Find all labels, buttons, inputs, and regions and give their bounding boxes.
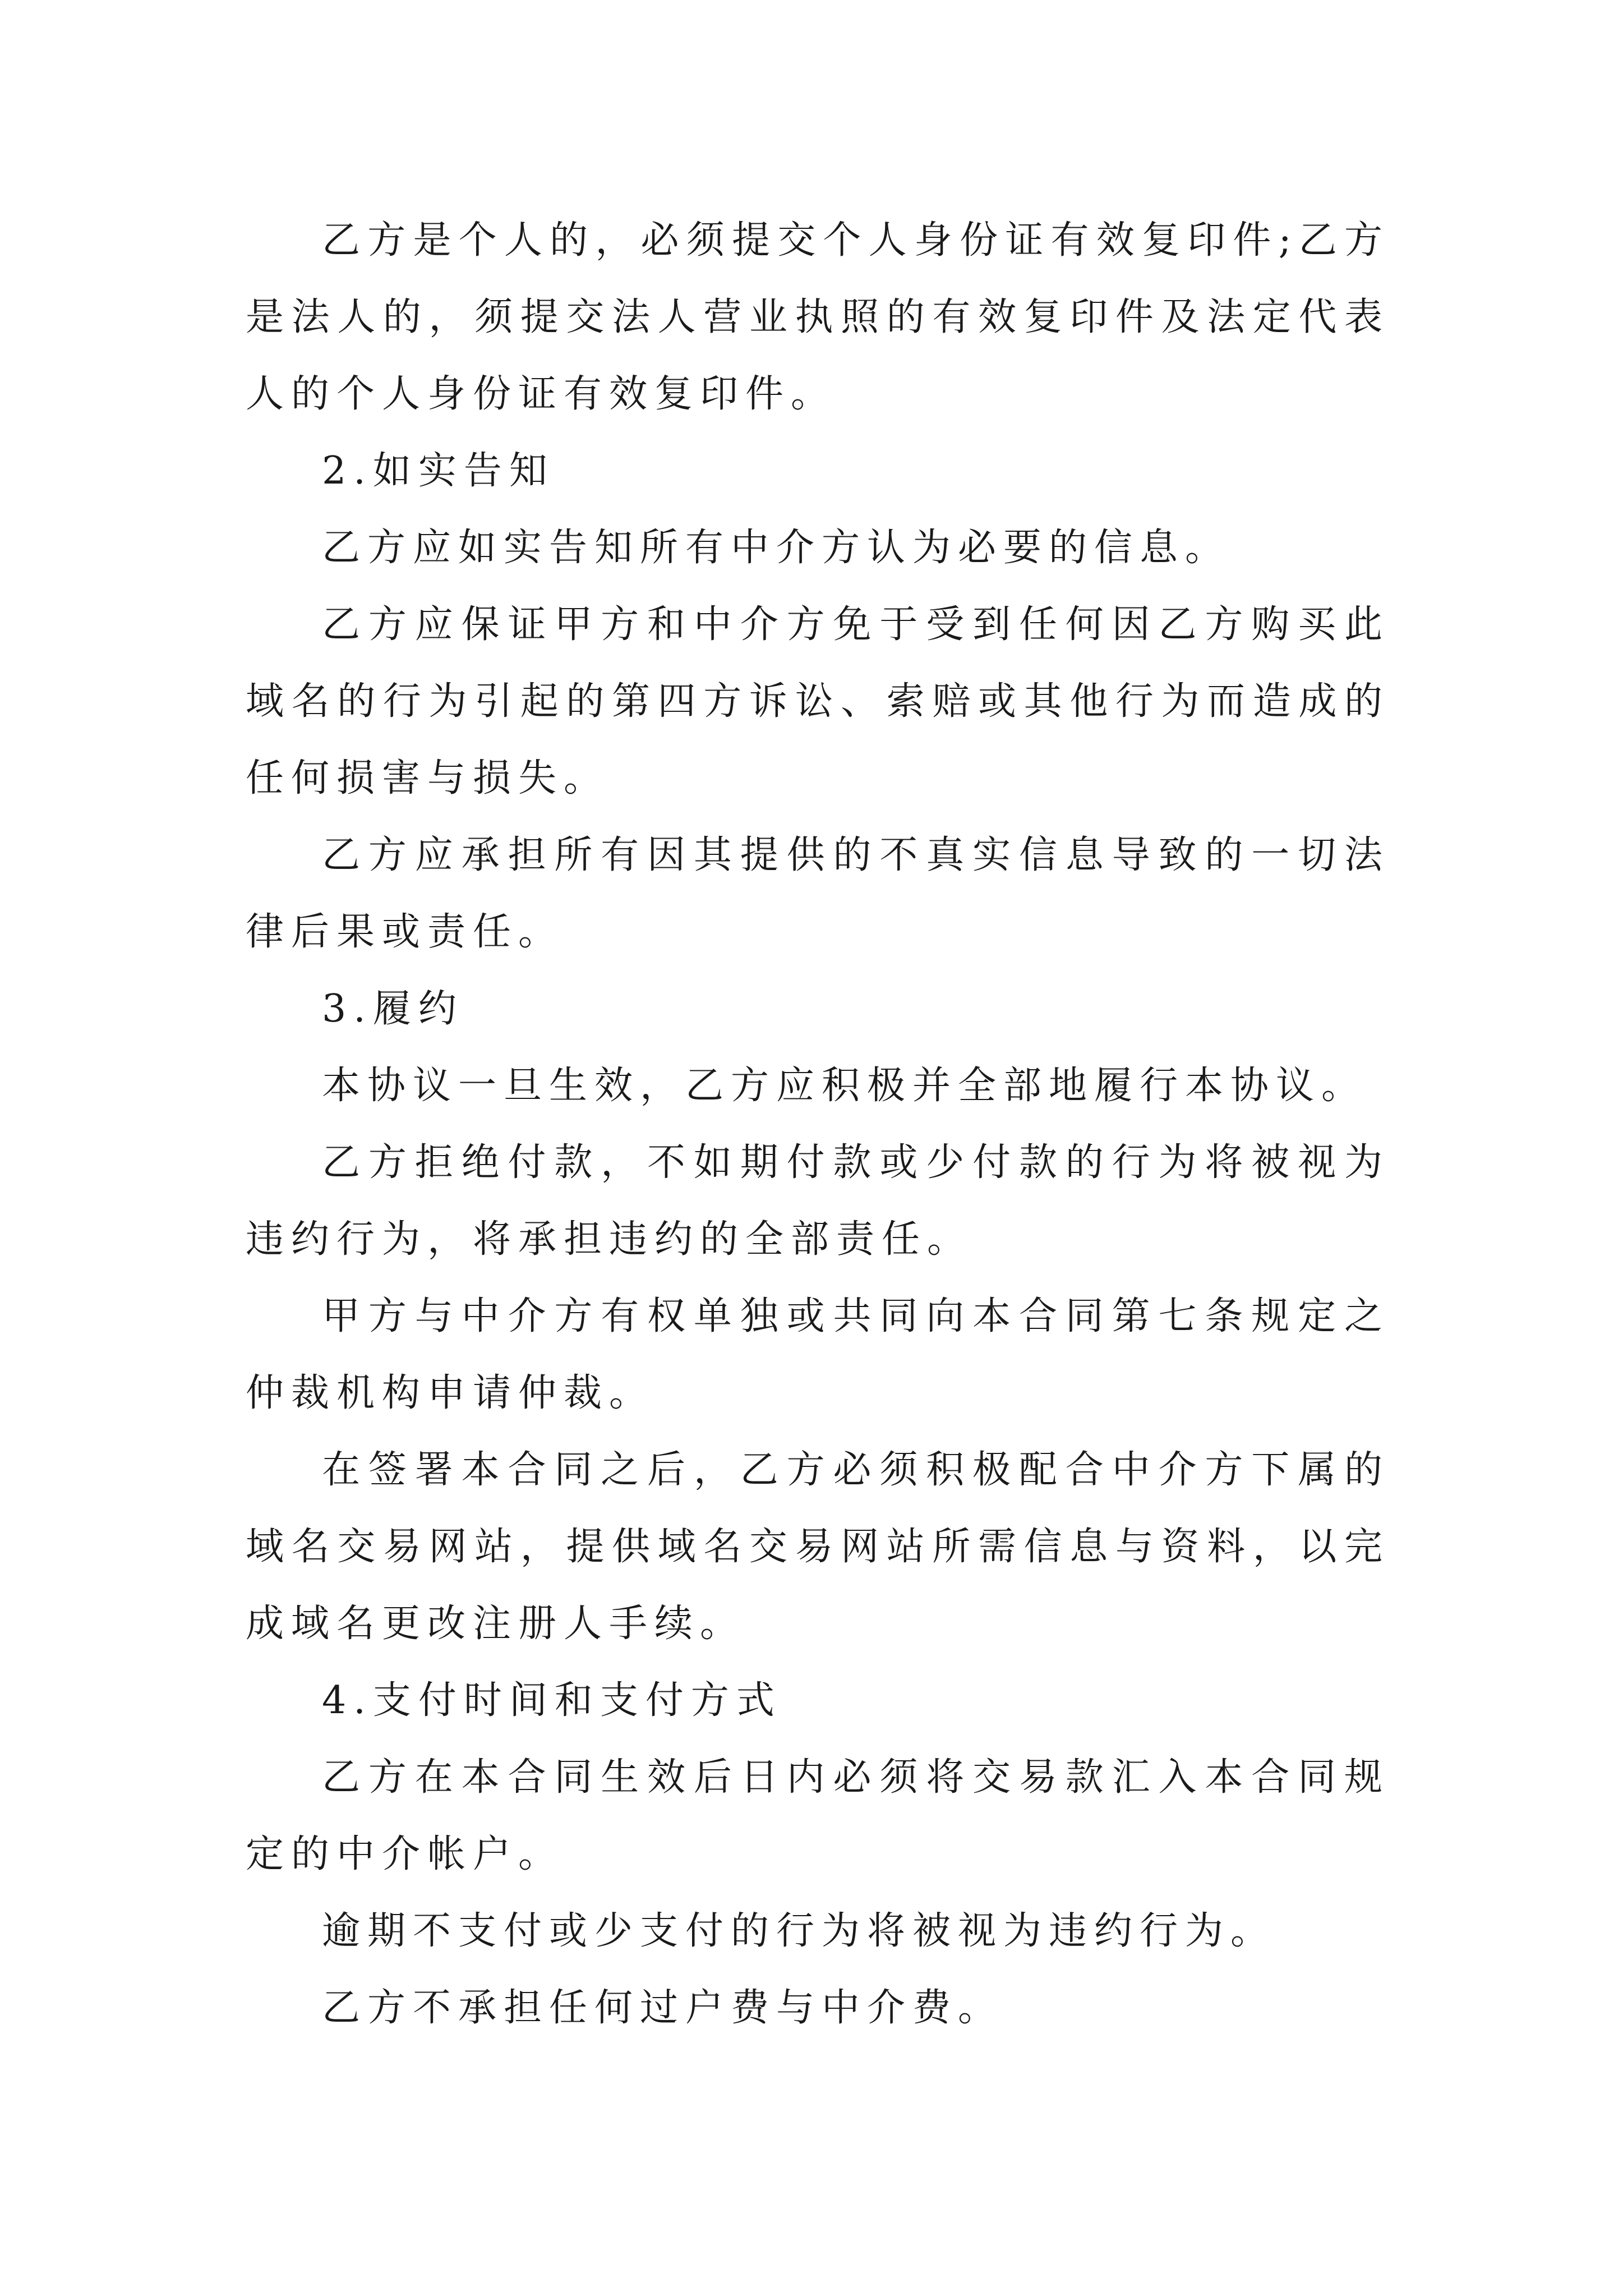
paragraph-disclose-info: 乙方应如实告知所有中介方认为必要的信息。 bbox=[322, 526, 1231, 570]
paragraph-payment-deadline: 乙方在本合同生效后日内必须将交易款汇入本合同规定的中介帐户。 bbox=[246, 1755, 1390, 1876]
paragraph-payment-breach: 乙方拒绝付款，不如期付款或少付款的行为将被视为违约行为，将承担违约的全部责任。 bbox=[246, 1140, 1390, 1262]
paragraph-registrant-change: 在签署本合同之后，乙方必须积极配合中介方下属的域名交易网站，提供域名交易网站所需信息与资料，以完成域名更改注册人手续。 bbox=[246, 1448, 1390, 1646]
section-heading-performance: 3.履约 bbox=[322, 987, 464, 1031]
paragraph-fees: 乙方不承担任何过户费与中介费。 bbox=[322, 1986, 1004, 2030]
paragraph-false-info-liability: 乙方应承担所有因其提供的不真实信息导致的一切法律后果或责任。 bbox=[246, 833, 1390, 954]
paragraph-late-payment: 逾期不支付或少支付的行为将被视为违约行为。 bbox=[322, 1909, 1276, 1953]
section-heading-truthful-disclosure: 2.如实告知 bbox=[322, 449, 555, 493]
paragraph-perform-agreement: 本协议一旦生效，乙方应积极并全部地履行本协议。 bbox=[322, 1064, 1367, 1108]
paragraph-applicant-documents: 乙方是个人的，必须提交个人身份证有效复印件;乙方是法人的，须提交法人营业执照的有效复印件及法定代表人的个人身份证有效复印件。 bbox=[246, 218, 1390, 416]
section-heading-payment-terms: 4.支付时间和支付方式 bbox=[322, 1678, 782, 1723]
paragraph-indemnity: 乙方应保证甲方和中介方免于受到任何因乙方购买此域名的行为引起的第四方诉讼、索赔或其他行为而造成的任何损害与损失。 bbox=[246, 602, 1390, 800]
document-body bbox=[246, 202, 1390, 2046]
paragraph-arbitration: 甲方与中介方有权单独或共同向本合同第七条规定之仲裁机构申请仲裁。 bbox=[246, 1294, 1390, 1415]
